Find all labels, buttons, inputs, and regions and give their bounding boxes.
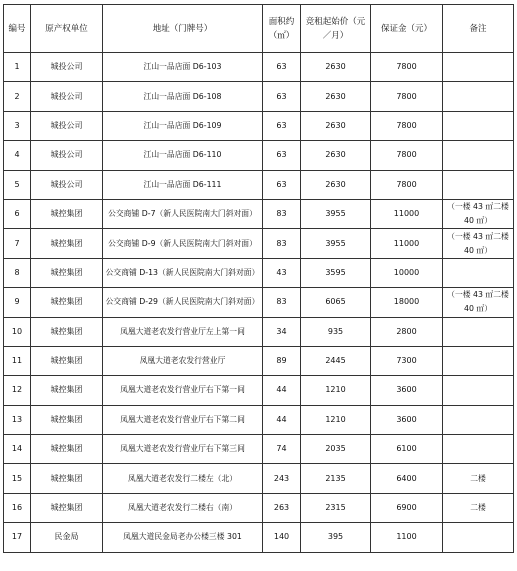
row-deposit: 10000 — [371, 258, 443, 287]
row-remark: （一楼 43 ㎡二楼 40 ㎡） — [443, 229, 514, 258]
header-row — [4, 5, 514, 53]
row-deposit: 7800 — [371, 170, 443, 199]
row-remark — [443, 258, 514, 287]
table-row — [4, 317, 514, 346]
row-deposit: 7300 — [371, 346, 443, 375]
row-deposit: 7800 — [371, 141, 443, 170]
row-deposit: 11000 — [371, 199, 443, 228]
row-area: 140 — [263, 523, 301, 552]
row-area: 89 — [263, 346, 301, 375]
table-row — [4, 405, 514, 434]
row-starting-rent: 3955 — [301, 199, 371, 228]
row-area: 263 — [263, 493, 301, 522]
row-original-owner: 城控集团 — [31, 493, 103, 522]
row-deposit: 7800 — [371, 53, 443, 82]
row-starting-rent: 2630 — [301, 170, 371, 199]
table-row — [4, 141, 514, 170]
row-number: 10 — [4, 317, 31, 346]
row-remark — [443, 82, 514, 111]
header-number: 编号 — [4, 5, 31, 53]
row-remark — [443, 376, 514, 405]
row-deposit: 7800 — [371, 111, 443, 140]
row-original-owner: 城控集团 — [31, 376, 103, 405]
row-address: 江山一品店面 D6-111 — [103, 170, 263, 199]
row-remark — [443, 346, 514, 375]
row-remark: 二楼 — [443, 464, 514, 493]
table-row — [4, 258, 514, 287]
row-number: 12 — [4, 376, 31, 405]
row-original-owner: 城控集团 — [31, 288, 103, 317]
row-number: 11 — [4, 346, 31, 375]
row-original-owner: 城投公司 — [31, 170, 103, 199]
row-area: 63 — [263, 82, 301, 111]
row-starting-rent: 395 — [301, 523, 371, 552]
row-address: 江山一品店面 D6-110 — [103, 141, 263, 170]
row-area: 63 — [263, 141, 301, 170]
row-original-owner: 城投公司 — [31, 53, 103, 82]
row-address: 江山一品店面 D6-108 — [103, 82, 263, 111]
row-area: 83 — [263, 199, 301, 228]
row-deposit: 3600 — [371, 405, 443, 434]
row-remark: 二楼 — [443, 493, 514, 522]
row-number: 14 — [4, 435, 31, 464]
row-remark — [443, 523, 514, 552]
row-starting-rent: 2135 — [301, 464, 371, 493]
header-area: 面积约（㎡） — [263, 5, 301, 53]
row-area: 43 — [263, 258, 301, 287]
row-original-owner: 城控集团 — [31, 317, 103, 346]
row-address: 凤凰大道老农发行营业厅 — [103, 346, 263, 375]
row-deposit: 11000 — [371, 229, 443, 258]
row-number: 6 — [4, 199, 31, 228]
row-deposit: 1100 — [371, 523, 443, 552]
header-remark: 备注 — [443, 5, 514, 53]
row-area: 83 — [263, 288, 301, 317]
row-original-owner: 城控集团 — [31, 346, 103, 375]
row-original-owner: 城控集团 — [31, 258, 103, 287]
row-deposit: 7800 — [371, 82, 443, 111]
row-original-owner: 民金局 — [31, 523, 103, 552]
table-row — [4, 346, 514, 375]
row-area: 44 — [263, 405, 301, 434]
row-number: 17 — [4, 523, 31, 552]
row-number: 8 — [4, 258, 31, 287]
row-deposit: 3600 — [371, 376, 443, 405]
row-deposit: 18000 — [371, 288, 443, 317]
row-remark — [443, 141, 514, 170]
table-row — [4, 493, 514, 522]
row-address: 凤凰大道老农发行二楼左（北） — [103, 464, 263, 493]
header-deposit: 保证金（元） — [371, 5, 443, 53]
row-area: 74 — [263, 435, 301, 464]
row-original-owner: 城投公司 — [31, 82, 103, 111]
row-area: 34 — [263, 317, 301, 346]
table-row — [4, 435, 514, 464]
row-starting-rent: 2445 — [301, 346, 371, 375]
table-row — [4, 170, 514, 199]
row-area: 83 — [263, 229, 301, 258]
row-remark — [443, 435, 514, 464]
row-address: 凤凰大道老农发行营业厅右下第二间 — [103, 405, 263, 434]
row-starting-rent: 3955 — [301, 229, 371, 258]
row-starting-rent: 2630 — [301, 141, 371, 170]
row-starting-rent: 2315 — [301, 493, 371, 522]
row-area: 243 — [263, 464, 301, 493]
row-number: 16 — [4, 493, 31, 522]
row-starting-rent: 2630 — [301, 111, 371, 140]
row-address: 凤凰大道民金局老办公楼三楼 301 — [103, 523, 263, 552]
row-address: 凤凰大道老农发行营业厅左上第一间 — [103, 317, 263, 346]
row-area: 63 — [263, 53, 301, 82]
row-remark — [443, 405, 514, 434]
row-original-owner: 城投公司 — [31, 141, 103, 170]
table-row — [4, 523, 514, 552]
row-deposit: 2800 — [371, 317, 443, 346]
row-number: 15 — [4, 464, 31, 493]
table-row — [4, 288, 514, 317]
row-starting-rent: 2630 — [301, 53, 371, 82]
table-row — [4, 199, 514, 228]
row-original-owner: 城控集团 — [31, 405, 103, 434]
row-original-owner: 城投公司 — [31, 111, 103, 140]
table-row — [4, 82, 514, 111]
row-number: 7 — [4, 229, 31, 258]
table-row — [4, 111, 514, 140]
row-area: 63 — [263, 170, 301, 199]
row-starting-rent: 2035 — [301, 435, 371, 464]
row-starting-rent: 935 — [301, 317, 371, 346]
row-number: 2 — [4, 82, 31, 111]
row-original-owner: 城控集团 — [31, 229, 103, 258]
table-row — [4, 464, 514, 493]
row-address: 凤凰大道老农发行营业厅右下第一间 — [103, 376, 263, 405]
row-starting-rent: 2630 — [301, 82, 371, 111]
row-address: 江山一品店面 D6-109 — [103, 111, 263, 140]
row-address: 公交商铺 D-13（新人民医院南大门斜对面） — [103, 258, 263, 287]
row-area: 63 — [263, 111, 301, 140]
row-number: 4 — [4, 141, 31, 170]
header-starting-rent: 竞租起始价（元／月） — [301, 5, 371, 53]
table-row — [4, 376, 514, 405]
row-deposit: 6100 — [371, 435, 443, 464]
row-area: 44 — [263, 376, 301, 405]
row-deposit: 6900 — [371, 493, 443, 522]
row-number: 1 — [4, 53, 31, 82]
row-original-owner: 城控集团 — [31, 435, 103, 464]
table-row — [4, 229, 514, 258]
row-remark: （一楼 43 ㎡二楼 40 ㎡） — [443, 199, 514, 228]
row-remark: （一楼 43 ㎡二楼 40 ㎡） — [443, 288, 514, 317]
row-number: 9 — [4, 288, 31, 317]
row-address: 公交商铺 D-7（新人民医院南大门斜对面） — [103, 199, 263, 228]
header-original-owner: 原产权单位 — [31, 5, 103, 53]
row-starting-rent: 1210 — [301, 405, 371, 434]
row-address: 凤凰大道老农发行营业厅右下第三间 — [103, 435, 263, 464]
row-starting-rent: 1210 — [301, 376, 371, 405]
row-address: 公交商铺 D-9（新人民医院南大门斜对面） — [103, 229, 263, 258]
row-number: 3 — [4, 111, 31, 140]
row-address: 公交商铺 D-29（新人民医院南大门斜对面） — [103, 288, 263, 317]
row-remark — [443, 111, 514, 140]
row-remark — [443, 317, 514, 346]
row-remark — [443, 170, 514, 199]
rental-listing-table — [3, 4, 514, 553]
row-original-owner: 城控集团 — [31, 464, 103, 493]
row-original-owner: 城控集团 — [31, 199, 103, 228]
row-address: 江山一品店面 D6-103 — [103, 53, 263, 82]
row-starting-rent: 3595 — [301, 258, 371, 287]
row-deposit: 6400 — [371, 464, 443, 493]
row-address: 凤凰大道老农发行二楼右（南） — [103, 493, 263, 522]
header-address: 地址（门牌号） — [103, 5, 263, 53]
row-number: 5 — [4, 170, 31, 199]
row-remark — [443, 53, 514, 82]
table-body — [4, 53, 514, 553]
table-row — [4, 53, 514, 82]
row-starting-rent: 6065 — [301, 288, 371, 317]
row-number: 13 — [4, 405, 31, 434]
